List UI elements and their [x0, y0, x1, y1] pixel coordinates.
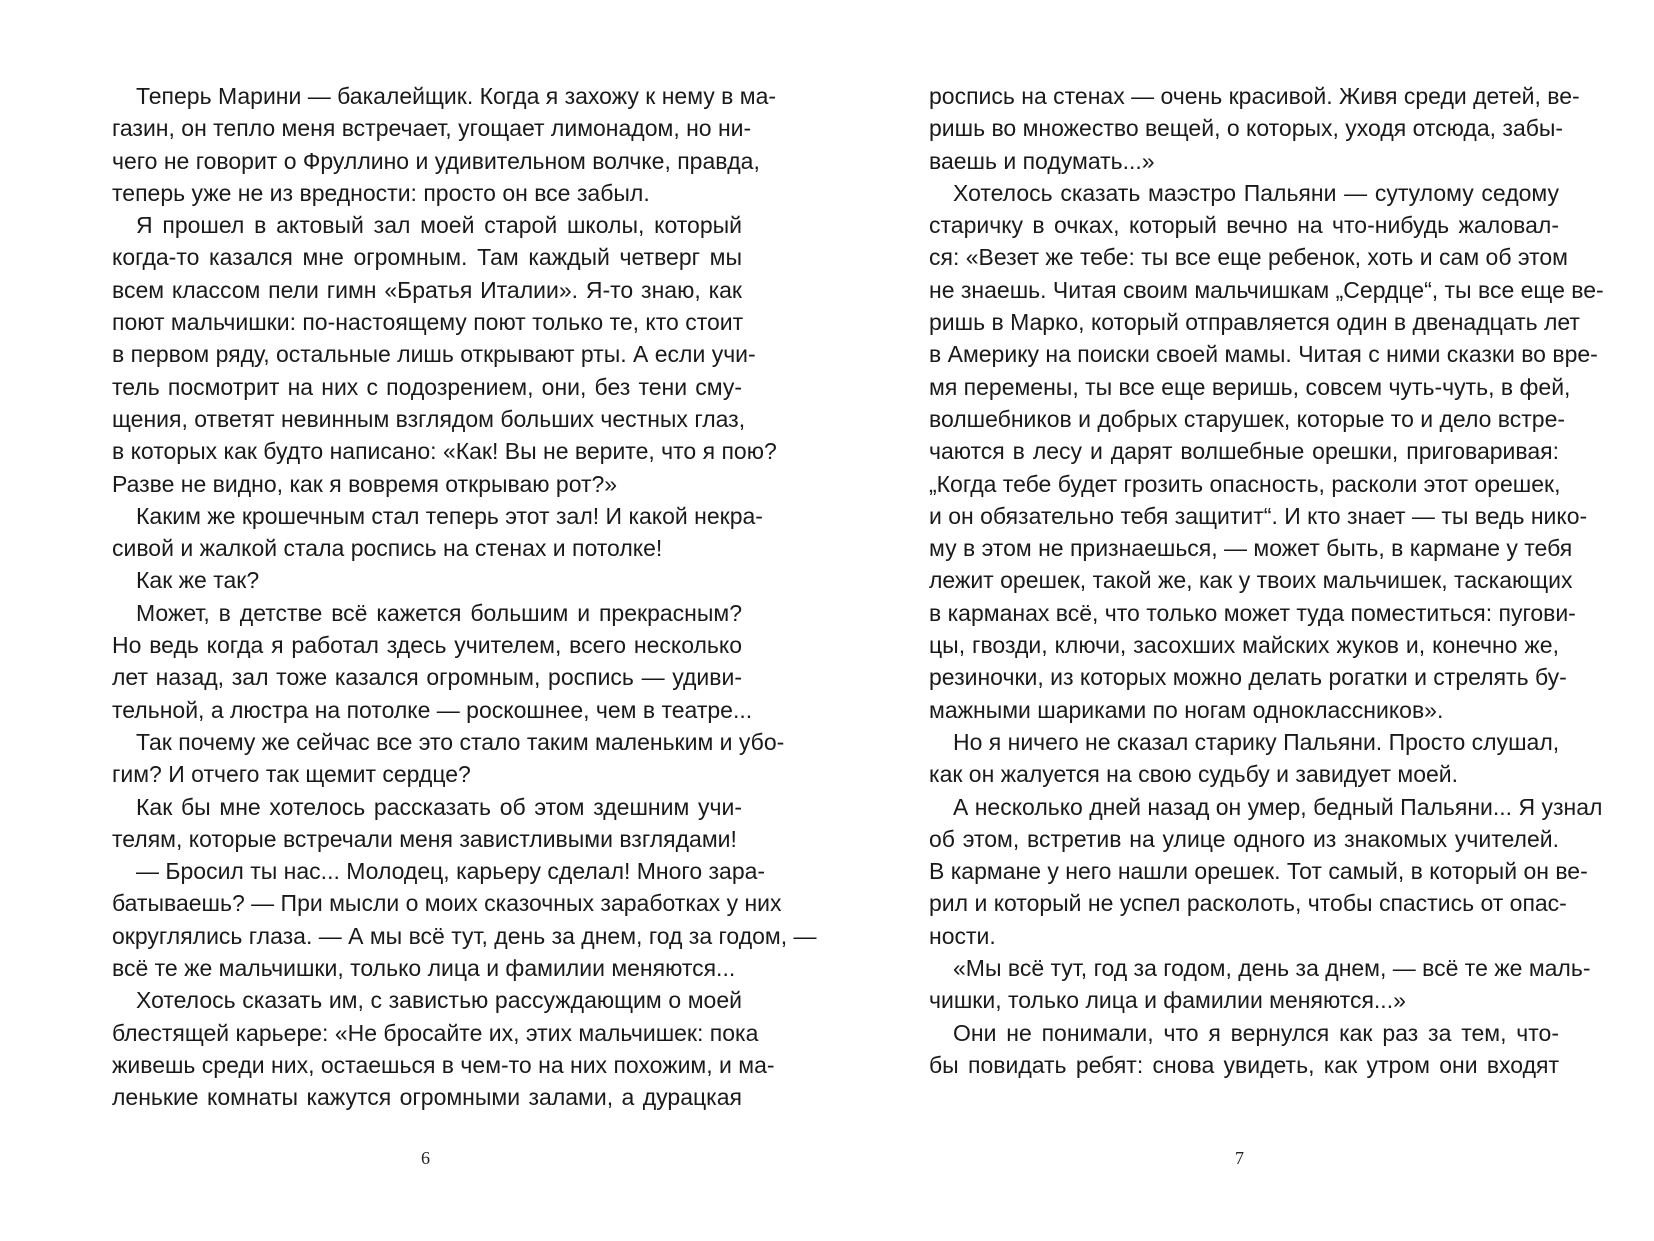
text-line: Но я ничего не сказал старику Пальяни. Просто слушал,	[953, 728, 1560, 755]
text-line: цы, гвозди, ключи, засохших майских жуков и, конечно же,	[929, 632, 1559, 659]
text-line: ришь во множество вещей, о которых, уходя отсюда, забы-	[929, 115, 1564, 142]
text-line: чаются в лесу и дарят волшебные орешки, приговаривая:	[929, 438, 1559, 465]
right-page-number: 7	[1235, 1148, 1244, 1168]
text-line: мя перемены, ты все еще веришь, совсем чуть-чуть, в фей,	[929, 373, 1571, 400]
text-line: В кармане у него нашли орешек. Тот самый, в который он ве-	[929, 858, 1588, 885]
text-line: Как бы мне хотелось рассказать об этом здешним учи-	[136, 793, 742, 820]
text-line: поют мальчишки: по-настоящему поют только те, кто стоит	[112, 309, 744, 336]
text-line: всё те же мальчишки, только лица и фамилии меняются...	[112, 955, 736, 982]
text-line: живешь среди них, остаешься в чем-то на них похожим, и ма-	[112, 1051, 775, 1078]
text-line: ваешь и подумать...»	[929, 147, 1155, 174]
text-line: телям, которые встречали меня завистливыми взглядами!	[112, 825, 737, 852]
text-line: рил и который не успел расколоть, чтобы спастись от опас-	[929, 890, 1567, 917]
text-line: — Бросил ты нас... Молодец, карьеру сделал! Много зара-	[136, 858, 766, 885]
text-line: не знаешь. Читая своим мальчишкам „Сердце“, ты все еще ве-	[929, 276, 1604, 303]
text-line: и он обязательно тебя защитит“. И кто знает — ты ведь нико-	[929, 502, 1588, 529]
text-line: бы повидать ребят: снова увидеть, как утром они входят	[929, 1051, 1559, 1078]
text-line: Так почему же сейчас все это стало таким маленьким и убо-	[136, 728, 785, 755]
text-line: батываешь? — При мысли о моих сказочных заработках у них	[112, 890, 782, 917]
left-page-text	[112, 80, 817, 1114]
text-line: тельной, а люстра на потолке — роскошнее, чем в театре...	[112, 696, 753, 723]
text-line: сивой и жалкой стала роспись на стенах и потолке!	[112, 535, 663, 562]
text-line: округлялись глаза. — А мы всё тут, день за днем, год за годом, —	[112, 922, 817, 949]
text-line: „Когда тебе будет грозить опасность, расколи этот орешек,	[929, 470, 1561, 497]
text-line: в карманах всё, что только может туда поместиться: пугови-	[929, 599, 1576, 626]
text-line: старичку в очках, который вечно на что-нибудь жаловал-	[929, 212, 1559, 239]
text-line: Хотелось сказать им, с завистью рассуждающим о моей	[136, 987, 742, 1014]
text-line: как он жалуется на свою судьбу и завидует моей.	[929, 761, 1459, 788]
text-line: ришь в Марко, который отправляется один в двенадцать лет	[929, 309, 1580, 336]
text-line: Они не понимали, что я вернулся как раз за тем, что-	[953, 1019, 1559, 1046]
text-line: «Мы всё тут, год за годом, день за днем, — всё те же маль-	[953, 955, 1591, 982]
text-line: в Америку на поиски своей мамы. Читая с ними сказки во вре-	[929, 341, 1598, 368]
text-line: гим? И отчего так щемит сердце?	[112, 761, 471, 788]
text-line: ся: «Везет же тебе: ты все еще ребенок, хоть и сам об этом	[929, 244, 1568, 271]
text-line: чишки, только лица и фамилии меняются...»	[929, 987, 1406, 1014]
text-line: Хотелось сказать маэстро Пальяни — сутулому седому	[953, 179, 1559, 206]
text-line: когда-то казался мне огромным. Там каждый четверг мы	[112, 244, 742, 271]
text-line: Как же так?	[136, 567, 260, 594]
text-line: лет назад, зал тоже казался огромным, роспись — удиви-	[112, 664, 742, 691]
left-page-number: 6	[421, 1148, 430, 1168]
text-line: ленькие комнаты кажутся огромными залами, а дурацкая	[112, 1084, 742, 1111]
text-line: волшебников и добрых старушек, которые то и дело встре-	[929, 405, 1566, 432]
text-line: Но ведь когда я работал здесь учителем, всего несколько	[112, 632, 742, 659]
text-line: лежит орешек, такой же, как у твоих мальчишек, таскающих	[929, 567, 1573, 594]
right-page-text	[929, 80, 1604, 1081]
text-line: А несколько дней назад он умер, бедный Пальяни... Я узнал	[953, 793, 1603, 820]
text-line: газин, он тепло меня встречает, угощает лимонадом, но ни-	[112, 115, 752, 142]
text-line: ности.	[929, 922, 996, 949]
text-line: чего не говорит о Фруллино и удивительном волчке, правда,	[112, 147, 760, 174]
text-line: Каким же крошечным стал теперь этот зал! И какой некра-	[136, 502, 763, 529]
text-line: блестящей карьере: «Не бросайте их, этих мальчишек: пока	[112, 1019, 759, 1046]
text-line: резиночки, из которых можно делать рогатки и стрелять бу-	[929, 664, 1567, 691]
text-line: всем классом пели гимн «Братья Италии». Я-то знаю, как	[112, 276, 742, 303]
text-line: тель посмотрит на них с подозрением, они, без тени сму-	[112, 373, 742, 400]
text-line: Может, в детстве всё кажется большим и прекрасным?	[136, 599, 742, 626]
text-line: щения, ответят невинным взглядом больших честных глаз,	[112, 405, 746, 432]
right-page	[827, 0, 1654, 1241]
text-line: Я прошел в актовый зал моей старой школы, который	[136, 212, 742, 239]
text-line: Теперь Марини — бакалейщик. Когда я захожу к нему в ма-	[136, 83, 777, 109]
text-line: мажными шариками по ногам одноклассников».	[929, 696, 1444, 723]
text-line: Разве не видно, как я вовремя открываю рот?»	[112, 470, 618, 497]
text-line: в которых как будто написано: «Как! Вы не верите, что я пою?	[112, 438, 777, 465]
text-line: му в этом не признаешься, — может быть, в кармане у тебя	[929, 535, 1573, 562]
text-line: об этом, встретив на улице одного из знакомых учителей.	[929, 825, 1559, 852]
text-line: роспись на стенах — очень красивой. Живя среди детей, ве-	[929, 83, 1580, 109]
text-line: в первом ряду, остальные лишь открывают рты. А если учи-	[112, 341, 756, 368]
text-line: теперь уже не из вредности: просто он все забыл.	[112, 179, 650, 206]
